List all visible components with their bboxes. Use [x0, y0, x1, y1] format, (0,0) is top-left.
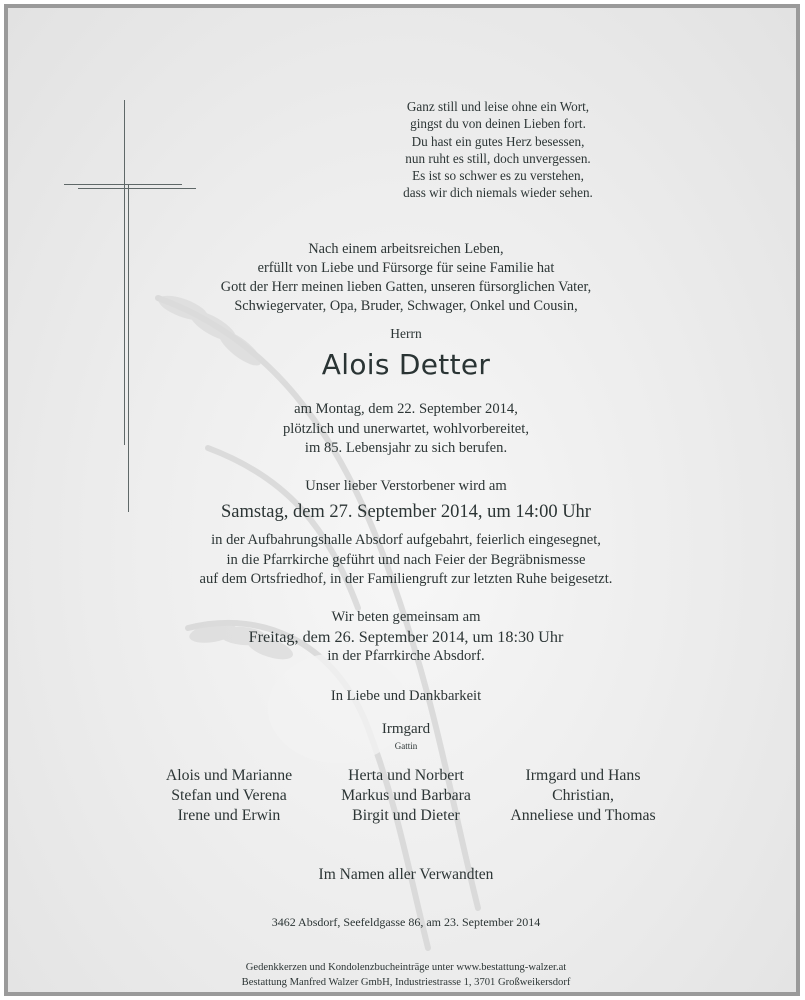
mass-date: Freitag, dem 26. September 2014, um 18:30 Uhr	[248, 627, 564, 646]
funeral-intro: Unser lieber Verstorbener wird am	[305, 478, 507, 494]
address-date: 3462 Absdorf, Seefeldgasse 86, am 23. September 2014	[271, 915, 541, 929]
relatives-line: Im Namen aller Verwandten	[318, 866, 494, 883]
footer-line: Gedenkkerzen und Kondolenzbucheinträge unter www.bestattung-walzer.at	[245, 962, 567, 973]
family-member: Alois und Marianne	[165, 767, 293, 784]
death-notice	[8, 400, 800, 459]
family-member: Stefan und Verena	[171, 787, 287, 804]
family-column-1	[144, 766, 314, 826]
ceremony-line: in die Pfarrkirche geführt und nach Feier der Begräbnismesse	[226, 551, 586, 568]
requiem-mass	[8, 608, 800, 667]
intro-line: Nach einem arbeitsreichen Leben,	[308, 241, 504, 257]
closing-phrase: In Liebe und Dankbarkeit	[330, 688, 482, 704]
mass-line: in der Pfarrkirche Absdorf.	[327, 648, 485, 664]
salutation: Herrn	[390, 326, 422, 341]
memorial-poem	[328, 98, 668, 202]
footer-line: Bestattung Manfred Walzer GmbH, Industriestrasse 1, 3701 Großweikersdorf	[241, 977, 571, 988]
ceremony-line: auf dem Ortsfriedhof, in der Familiengruft zur letzten Ruhe beigesetzt.	[199, 571, 613, 587]
family-member: Irmgard und Hans	[525, 767, 641, 784]
deceased-name: Alois Detter	[321, 348, 491, 381]
death-line: im 85. Lebensjahr zu sich berufen.	[304, 440, 508, 456]
widow-name: Irmgard	[381, 721, 431, 737]
poem-line: Es ist so schwer es zu verstehen,	[412, 168, 584, 184]
family-column-3	[488, 766, 678, 826]
family-column-2	[321, 766, 491, 826]
family-member: Anneliese und Thomas	[510, 807, 656, 824]
funeral-date: Samstag, dem 27. September 2014, um 14:00 Uhr	[221, 502, 591, 522]
family-member: Irene und Erwin	[177, 807, 281, 824]
ceremony-line: in der Aufbahrungshalle Absdorf aufgebahrt, feierlich eingesegnet,	[211, 532, 601, 548]
intro-line: Schwiegervater, Opa, Bruder, Schwager, Onkel und Cousin,	[234, 298, 578, 314]
mass-line: Wir beten gemeinsam am	[331, 609, 481, 625]
poem-line: dass wir dich niemals wieder sehen.	[403, 185, 593, 201]
family-member: Christian,	[552, 787, 614, 804]
poem-line: Du hast ein gutes Herz besessen,	[411, 133, 585, 149]
obituary-card	[4, 4, 800, 996]
poem-line: nun ruht es still, doch unvergessen.	[405, 150, 591, 166]
poem-line: gingst du von deinen Lieben fort.	[410, 116, 586, 132]
intro-line: Gott der Herr meinen lieben Gatten, unseren fürsorglichen Vater,	[220, 279, 592, 295]
family-member: Herta und Norbert	[348, 767, 464, 784]
ceremony-details	[8, 531, 800, 590]
intro-line: erfüllt von Liebe und Fürsorge für seine Familie hat	[257, 260, 555, 276]
undertaker-footer	[8, 960, 800, 990]
family-member: Birgit und Dieter	[352, 807, 460, 824]
death-line: am Montag, dem 22. September 2014,	[294, 401, 518, 417]
family-member: Markus und Barbara	[341, 787, 471, 804]
death-line: plötzlich und unerwartet, wohlvorbereitet,	[283, 420, 529, 437]
widow-role: Gattin	[394, 741, 418, 751]
announcement-intro	[8, 240, 800, 316]
poem-line: Ganz still und leise ohne ein Wort,	[406, 99, 590, 114]
